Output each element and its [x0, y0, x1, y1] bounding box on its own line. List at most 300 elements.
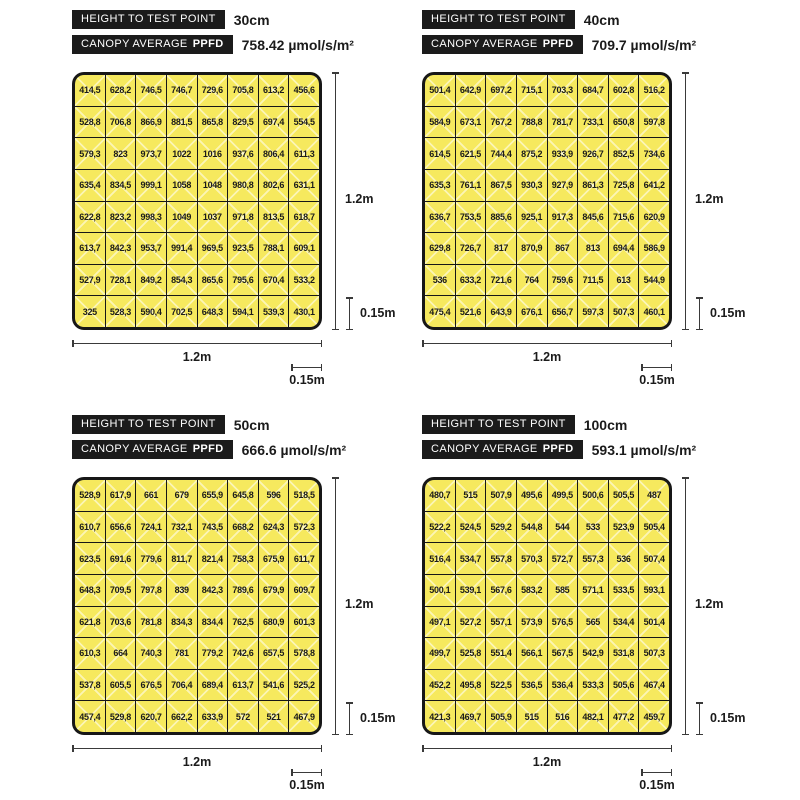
grid-cell: 539,1 — [456, 575, 486, 606]
grid-cell: 516,2 — [639, 75, 669, 106]
grid-cell: 655,9 — [198, 480, 228, 511]
grid-cell: 834,5 — [106, 170, 136, 201]
canopy-header-row — [422, 35, 767, 54]
grid-cell: 885,6 — [486, 202, 516, 233]
grid-cell: 480,7 — [425, 480, 455, 511]
cell-width-label: 0.15m — [639, 373, 675, 387]
grid-cell: 586,9 — [639, 233, 669, 264]
grid-cell: 725,8 — [609, 170, 639, 201]
grid-cell: 505,9 — [486, 701, 516, 732]
height-to-test-point-badge — [422, 10, 575, 29]
grid-cell: 656,6 — [106, 512, 136, 543]
grid-frame — [422, 477, 672, 735]
grid-cell: 633,2 — [456, 265, 486, 296]
ppfd-badge-label: PPFD — [542, 38, 574, 50]
grid-cell: 566,1 — [517, 638, 547, 669]
grid-cell: 507,3 — [609, 296, 639, 327]
grid-cell: 999,1 — [136, 170, 166, 201]
grid-cell: 925,1 — [517, 202, 547, 233]
grid-cell: 467,9 — [289, 701, 319, 732]
height-value: 100cm — [583, 416, 628, 433]
grid-cell: 991,4 — [167, 233, 197, 264]
grid-cell: 602,8 — [609, 75, 639, 106]
dimension-line-cell-height — [699, 297, 700, 330]
canopy-badge-label: CANOPY AVERAGE — [81, 38, 188, 50]
panel-content — [72, 415, 417, 800]
grid-cell: 567,6 — [486, 575, 516, 606]
canopy-average-badge — [422, 440, 583, 459]
grid-cell: 614,5 — [425, 138, 455, 169]
grid-cell: 779,6 — [136, 543, 166, 574]
grid-cell: 477,2 — [609, 701, 639, 732]
grid-cell: 601,3 — [289, 607, 319, 638]
grid-cell: 536 — [609, 543, 639, 574]
height-value: 40cm — [583, 11, 620, 28]
grid-cell: 789,6 — [228, 575, 258, 606]
grid-cell: 557,8 — [486, 543, 516, 574]
grid-cell: 746,5 — [136, 75, 166, 106]
grid-cell: 528,8 — [75, 107, 105, 138]
grid-cell: 744,4 — [486, 138, 516, 169]
grid-cell: 845,6 — [578, 202, 608, 233]
grid-cell: 521 — [259, 701, 289, 732]
ppfd-grid — [425, 75, 669, 327]
grid-cell: 610,7 — [75, 512, 105, 543]
panel-content — [72, 10, 417, 400]
grid-cell: 642,9 — [456, 75, 486, 106]
grid-cell: 648,3 — [198, 296, 228, 327]
grid-cell: 460,1 — [639, 296, 669, 327]
grid-cell: 421,3 — [425, 701, 455, 732]
canopy-badge-label: CANOPY AVERAGE — [431, 38, 538, 50]
grid-cell: 753,5 — [456, 202, 486, 233]
height-value: 50cm — [233, 416, 270, 433]
grid-cell: 705,8 — [228, 75, 258, 106]
grid-cell: 930,3 — [517, 170, 547, 201]
grid-cell: 676,5 — [136, 670, 166, 701]
grid-cell: 865,8 — [198, 107, 228, 138]
dimension-line-cell-width — [291, 367, 322, 368]
grid-cell: 813,5 — [259, 202, 289, 233]
dimension-line-grid-height — [685, 477, 686, 735]
grid-cell: 515 — [456, 480, 486, 511]
grid-cell: 726,7 — [456, 233, 486, 264]
grid-cell: 516 — [548, 701, 578, 732]
grid-cell: 541,6 — [259, 670, 289, 701]
grid-cell: 635,3 — [425, 170, 455, 201]
canopy-header-row — [422, 440, 767, 459]
grid-cell: 579,3 — [75, 138, 105, 169]
grid-cell: 802,6 — [259, 170, 289, 201]
dimension-line-grid-width — [422, 343, 672, 344]
panel-content — [422, 10, 767, 400]
grid-cell: 823 — [106, 138, 136, 169]
grid-cell: 594,1 — [228, 296, 258, 327]
grid-cell: 505,6 — [609, 670, 639, 701]
grid-cell: 881,5 — [167, 107, 197, 138]
grid-cell: 609,7 — [289, 575, 319, 606]
grid-cell: 495,6 — [517, 480, 547, 511]
grid-cell: 788,8 — [517, 107, 547, 138]
dimension-line-cell-height — [349, 702, 350, 735]
cell-width-label: 0.15m — [289, 778, 325, 792]
grid-cell: 572 — [228, 701, 258, 732]
grid-cell: 724,1 — [136, 512, 166, 543]
grid-cell: 610,3 — [75, 638, 105, 669]
canopy-badge-label: CANOPY AVERAGE — [431, 443, 538, 455]
canopy-header-row — [72, 35, 417, 54]
grid-cell: 523,9 — [609, 512, 639, 543]
grid-cell: 507,3 — [639, 638, 669, 669]
dimension-line-grid-height — [685, 72, 686, 330]
grid-cell: 734,6 — [639, 138, 669, 169]
grid-height-label: 1.2m — [345, 597, 374, 611]
grid-cell: 572,7 — [548, 543, 578, 574]
grid-cell: 842,3 — [198, 575, 228, 606]
height-badge-label: HEIGHT TO TEST POINT — [81, 418, 216, 430]
grid-cell: 702,5 — [167, 296, 197, 327]
ppfd-panel-100cm — [422, 415, 767, 800]
height-header-row — [72, 415, 417, 434]
canopy-average-value: 758.42 µmol/s/m² — [241, 36, 354, 53]
grid-cell: 578,8 — [289, 638, 319, 669]
height-value: 30cm — [233, 11, 270, 28]
grid-frame — [422, 72, 672, 330]
grid-cell: 923,5 — [228, 233, 258, 264]
height-header-row — [422, 415, 767, 434]
height-badge-label: HEIGHT TO TEST POINT — [81, 13, 216, 25]
grid-cell: 733,1 — [578, 107, 608, 138]
grid-cell: 817 — [486, 233, 516, 264]
cell-height-label: 0.15m — [360, 306, 396, 320]
grid-cell: 533,2 — [289, 265, 319, 296]
grid-cell: 852,5 — [609, 138, 639, 169]
grid-cell: 497,1 — [425, 607, 455, 638]
grid-cell: 764 — [517, 265, 547, 296]
grid-cell: 679 — [167, 480, 197, 511]
grid-cell: 746,7 — [167, 75, 197, 106]
grid-cell: 675,9 — [259, 543, 289, 574]
grid-cell: 1016 — [198, 138, 228, 169]
grid-cell: 507,4 — [639, 543, 669, 574]
grid-cell: 740,3 — [136, 638, 166, 669]
grid-cell: 573,9 — [517, 607, 547, 638]
canopy-badge-label: CANOPY AVERAGE — [81, 443, 188, 455]
grid-cell: 527,9 — [75, 265, 105, 296]
grid-cell: 505,4 — [639, 512, 669, 543]
grid-cell: 1049 — [167, 202, 197, 233]
grid-cell: 501,4 — [425, 75, 455, 106]
grid-cell: 554,5 — [289, 107, 319, 138]
grid-cell: 613 — [609, 265, 639, 296]
grid-cell: 534,7 — [456, 543, 486, 574]
grid-cell: 865,6 — [198, 265, 228, 296]
grid-height-label: 1.2m — [345, 192, 374, 206]
dimension-line-cell-height — [349, 297, 350, 330]
grid-cell: 613,7 — [75, 233, 105, 264]
grid-cell: 709,5 — [106, 575, 136, 606]
grid-cell: 522,5 — [486, 670, 516, 701]
grid-cell: 971,8 — [228, 202, 258, 233]
grid-cell: 525,2 — [289, 670, 319, 701]
grid-cell: 459,7 — [639, 701, 669, 732]
grid-cell: 839 — [167, 575, 197, 606]
ppfd-grid — [425, 480, 669, 732]
grid-cell: 795,6 — [228, 265, 258, 296]
grid-cell: 670,4 — [259, 265, 289, 296]
grid-cell: 973,7 — [136, 138, 166, 169]
grid-cell: 605,5 — [106, 670, 136, 701]
dimension-line-grid-width — [72, 748, 322, 749]
grid-width-label: 1.2m — [532, 755, 562, 769]
grid-cell: 572,3 — [289, 512, 319, 543]
grid-height-label: 1.2m — [695, 192, 724, 206]
grid-cell: 703,3 — [548, 75, 578, 106]
grid-cell: 697,2 — [486, 75, 516, 106]
grid-cell: 917,3 — [548, 202, 578, 233]
grid-cell: 585 — [548, 575, 578, 606]
dimension-line-cell-width — [641, 772, 672, 773]
grid-cell: 866,9 — [136, 107, 166, 138]
grid-cell: 515 — [517, 701, 547, 732]
grid-cell: 779,2 — [198, 638, 228, 669]
grid-cell: 475,4 — [425, 296, 455, 327]
grid-cell: 645,8 — [228, 480, 258, 511]
grid-cell: 721,6 — [486, 265, 516, 296]
grid-cell: 557,1 — [486, 607, 516, 638]
grid-cell: 711,5 — [578, 265, 608, 296]
canopy-header-row — [72, 440, 417, 459]
ppfd-badge-label: PPFD — [192, 443, 224, 455]
grid-cell: 797,8 — [136, 575, 166, 606]
grid-cell: 536,4 — [548, 670, 578, 701]
panel-content — [422, 415, 767, 800]
grid-cell: 684,7 — [578, 75, 608, 106]
grid-cell: 621,8 — [75, 607, 105, 638]
grid-cell: 542,9 — [578, 638, 608, 669]
grid-cell: 495,8 — [456, 670, 486, 701]
grid-cell: 539,3 — [259, 296, 289, 327]
grid-cell: 691,6 — [106, 543, 136, 574]
grid-cell: 643,9 — [486, 296, 516, 327]
ppfd-panel-50cm — [72, 415, 417, 800]
grid-cell: 703,6 — [106, 607, 136, 638]
grid-cell: 507,9 — [486, 480, 516, 511]
grid-cell: 762,5 — [228, 607, 258, 638]
grid-cell: 525,8 — [456, 638, 486, 669]
ppfd-badge-label: PPFD — [192, 38, 224, 50]
grid-cell: 867,5 — [486, 170, 516, 201]
grid-cell: 842,3 — [106, 233, 136, 264]
ppfd-badge-label: PPFD — [542, 443, 574, 455]
grid-cell: 487 — [639, 480, 669, 511]
grid-cell: 662,2 — [167, 701, 197, 732]
grid-cell: 742,6 — [228, 638, 258, 669]
grid-cell: 635,4 — [75, 170, 105, 201]
grid-cell: 849,2 — [136, 265, 166, 296]
grid-cell: 969,5 — [198, 233, 228, 264]
grid-cell: 767,2 — [486, 107, 516, 138]
grid-cell: 788,1 — [259, 233, 289, 264]
grid-cell: 518,5 — [289, 480, 319, 511]
grid-cell: 597,3 — [578, 296, 608, 327]
grid-cell: 813 — [578, 233, 608, 264]
cell-height-label: 0.15m — [360, 711, 396, 725]
grid-cell: 609,1 — [289, 233, 319, 264]
grid-cell: 1048 — [198, 170, 228, 201]
canopy-average-value: 666.6 µmol/s/m² — [241, 441, 347, 458]
grid-frame — [72, 72, 322, 330]
grid-cell: 781,7 — [548, 107, 578, 138]
grid-cell: 571,1 — [578, 575, 608, 606]
canopy-average-badge — [422, 35, 583, 54]
dimension-line-cell-height — [699, 702, 700, 735]
grid-cell: 811,7 — [167, 543, 197, 574]
grid-cell: 529,8 — [106, 701, 136, 732]
grid-cell: 544,8 — [517, 512, 547, 543]
grid-cell: 624,3 — [259, 512, 289, 543]
grid-cell: 823,2 — [106, 202, 136, 233]
grid-cell: 661 — [136, 480, 166, 511]
grid-cell: 926,7 — [578, 138, 608, 169]
grid-cell: 576,5 — [548, 607, 578, 638]
grid-cell: 536,5 — [517, 670, 547, 701]
grid-width-label: 1.2m — [182, 350, 212, 364]
grid-cell: 650,8 — [609, 107, 639, 138]
height-to-test-point-badge — [72, 415, 225, 434]
grid-cell: 499,5 — [548, 480, 578, 511]
grid-cell: 516,4 — [425, 543, 455, 574]
grid-cell: 452,2 — [425, 670, 455, 701]
grid-cell: 728,1 — [106, 265, 136, 296]
grid-cell: 482,1 — [578, 701, 608, 732]
dimension-line-cell-width — [641, 367, 672, 368]
grid-cell: 536 — [425, 265, 455, 296]
grid-cell: 527,2 — [456, 607, 486, 638]
ppfd-panel-40cm — [422, 10, 767, 400]
grid-cell: 533,3 — [578, 670, 608, 701]
grid-cell: 469,7 — [456, 701, 486, 732]
grid-cell: 694,4 — [609, 233, 639, 264]
grid-cell: 430,1 — [289, 296, 319, 327]
dimension-line-cell-width — [291, 772, 322, 773]
dimension-line-grid-height — [335, 477, 336, 735]
grid-cell: 325 — [75, 296, 105, 327]
grid-cell: 953,7 — [136, 233, 166, 264]
grid-cell: 533 — [578, 512, 608, 543]
grid-cell: 706,8 — [106, 107, 136, 138]
grid-cell: 537,8 — [75, 670, 105, 701]
grid-cell: 636,7 — [425, 202, 455, 233]
grid-cell: 668,2 — [228, 512, 258, 543]
grid-cell: 457,4 — [75, 701, 105, 732]
dimension-line-grid-width — [422, 748, 672, 749]
grid-cell: 657,5 — [259, 638, 289, 669]
grid-cell: 758,3 — [228, 543, 258, 574]
grid-cell: 1022 — [167, 138, 197, 169]
grid-cell: 998,3 — [136, 202, 166, 233]
grid-width-label: 1.2m — [532, 350, 562, 364]
grid-cell: 806,4 — [259, 138, 289, 169]
height-header-row — [72, 10, 417, 29]
grid-cell: 611,3 — [289, 138, 319, 169]
cell-width-label: 0.15m — [289, 373, 325, 387]
cell-height-label: 0.15m — [710, 306, 746, 320]
grid-cell: 1058 — [167, 170, 197, 201]
canopy-average-badge — [72, 440, 233, 459]
grid-cell: 732,1 — [167, 512, 197, 543]
grid-cell: 613,7 — [228, 670, 258, 701]
grid-cell: 544 — [548, 512, 578, 543]
grid-cell: 499,7 — [425, 638, 455, 669]
grid-cell: 673,1 — [456, 107, 486, 138]
grid-cell: 567,5 — [548, 638, 578, 669]
height-to-test-point-badge — [422, 415, 575, 434]
grid-cell: 761,1 — [456, 170, 486, 201]
grid-cell: 664 — [106, 638, 136, 669]
grid-cell: 834,3 — [167, 607, 197, 638]
grid-cell: 781,8 — [136, 607, 166, 638]
grid-cell: 633,9 — [198, 701, 228, 732]
grid-cell: 618,7 — [289, 202, 319, 233]
ppfd-grid — [75, 75, 319, 327]
grid-cell: 467,4 — [639, 670, 669, 701]
grid-cell: 551,4 — [486, 638, 516, 669]
grid-cell: 679,9 — [259, 575, 289, 606]
grid-cell: 505,5 — [609, 480, 639, 511]
ppfd-grid — [75, 480, 319, 732]
grid-cell: 980,8 — [228, 170, 258, 201]
grid-cell: 641,2 — [639, 170, 669, 201]
cell-height-label: 0.15m — [710, 711, 746, 725]
grid-cell: 565 — [578, 607, 608, 638]
grid-cell: 524,5 — [456, 512, 486, 543]
grid-cell: 596 — [259, 480, 289, 511]
grid-cell: 715,6 — [609, 202, 639, 233]
grid-cell: 743,5 — [198, 512, 228, 543]
grid-cell: 500,6 — [578, 480, 608, 511]
grid-cell: 583,2 — [517, 575, 547, 606]
grid-width-label: 1.2m — [182, 755, 212, 769]
grid-cell: 613,2 — [259, 75, 289, 106]
grid-cell: 593,1 — [639, 575, 669, 606]
canopy-average-value: 709.7 µmol/s/m² — [591, 36, 697, 53]
grid-cell: 854,3 — [167, 265, 197, 296]
grid-cell: 629,8 — [425, 233, 455, 264]
grid-cell: 628,2 — [106, 75, 136, 106]
grid-cell: 648,3 — [75, 575, 105, 606]
canopy-average-badge — [72, 35, 233, 54]
grid-cell: 621,5 — [456, 138, 486, 169]
grid-cell: 927,9 — [548, 170, 578, 201]
grid-cell: 759,6 — [548, 265, 578, 296]
grid-cell: 584,9 — [425, 107, 455, 138]
grid-cell: 611,7 — [289, 543, 319, 574]
grid-cell: 834,4 — [198, 607, 228, 638]
grid-cell: 521,6 — [456, 296, 486, 327]
grid-cell: 456,6 — [289, 75, 319, 106]
grid-cell: 622,8 — [75, 202, 105, 233]
grid-cell: 590,4 — [136, 296, 166, 327]
grid-cell: 617,9 — [106, 480, 136, 511]
grid-cell: 534,4 — [609, 607, 639, 638]
height-badge-label: HEIGHT TO TEST POINT — [431, 418, 566, 430]
grid-cell: 529,2 — [486, 512, 516, 543]
grid-frame — [72, 477, 322, 735]
grid-cell: 557,3 — [578, 543, 608, 574]
height-badge-label: HEIGHT TO TEST POINT — [431, 13, 566, 25]
grid-cell: 729,6 — [198, 75, 228, 106]
